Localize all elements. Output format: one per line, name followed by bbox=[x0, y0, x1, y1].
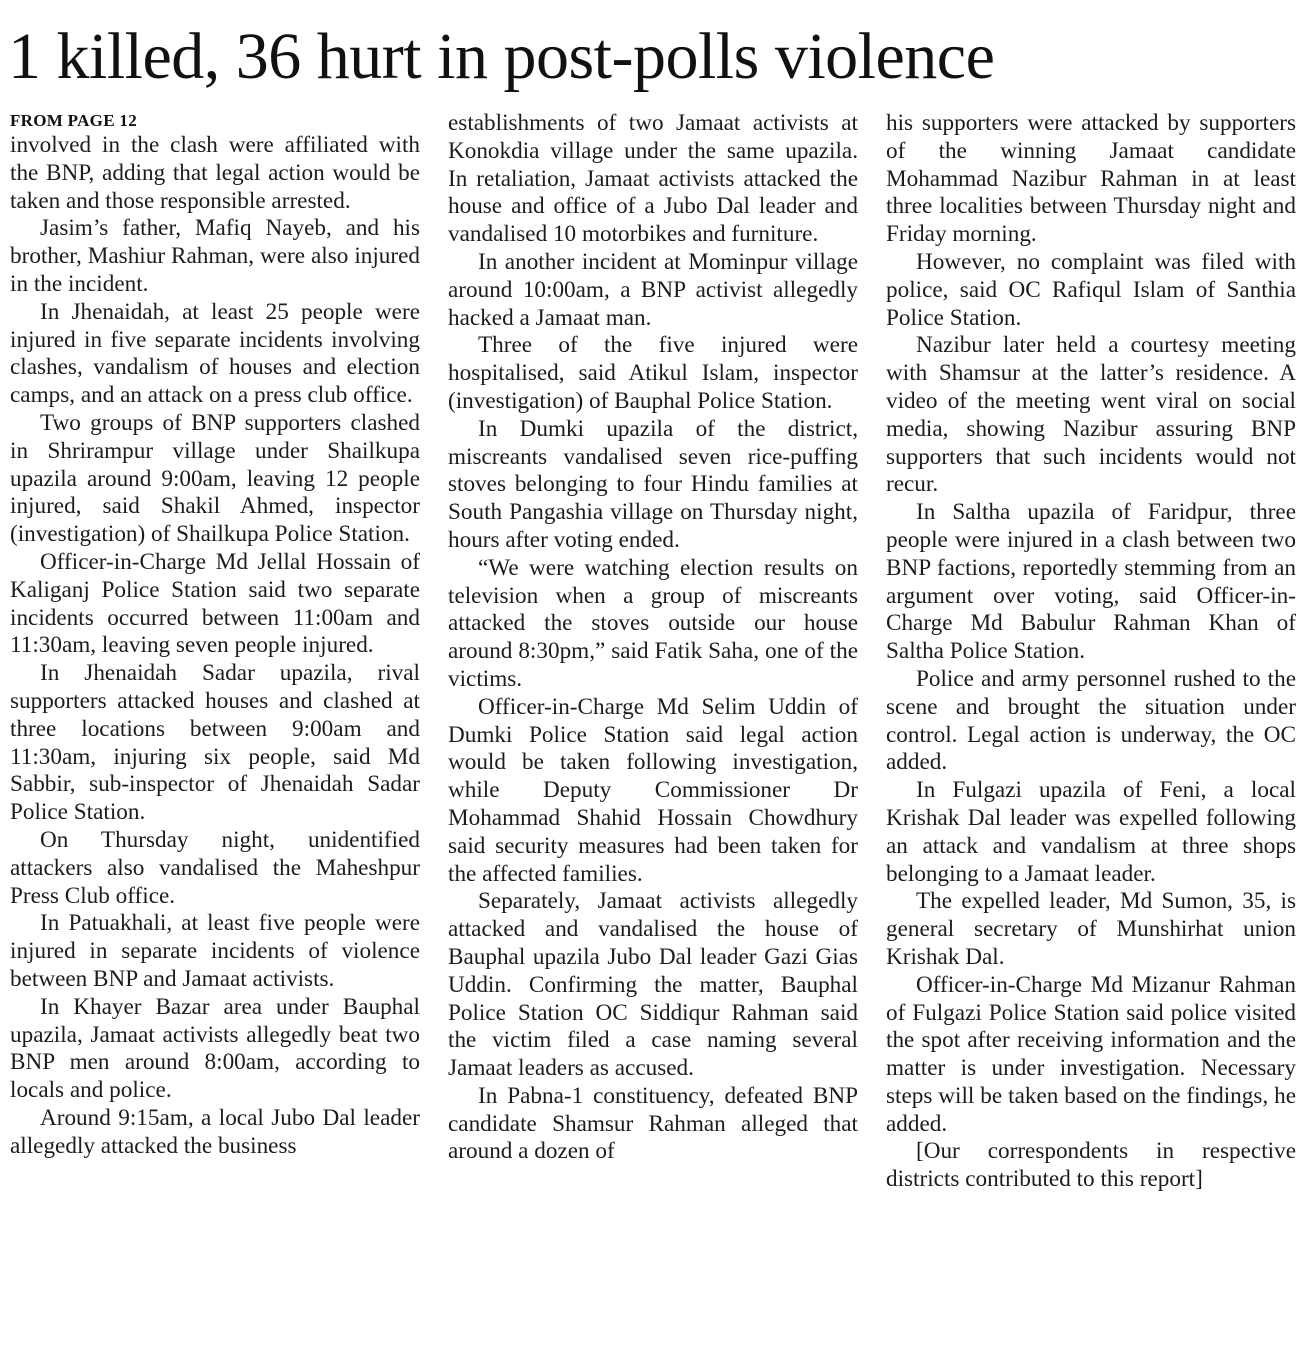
article-paragraph: Police and army personnel rushed to the scene and brought the situation under control. Legal action is underway, the OC added. bbox=[886, 665, 1296, 776]
article-paragraph: In Pabna-1 constituency, defeated BNP candidate Shamsur Rahman alleged that around a dozen of bbox=[448, 1082, 858, 1165]
article-column-3 bbox=[886, 110, 1296, 1194]
article-paragraph: Around 9:15am, a local Jubo Dal leader allegedly attacked the business bbox=[10, 1104, 420, 1159]
article-paragraph: Officer-in-Charge Md Jellal Hossain of Kaliganj Police Station said two separate incidents occurred between 11:00am and 11:30am, leaving seven people injured. bbox=[10, 548, 420, 659]
article-paragraph: In Dumki upazila of the district, miscreants vandalised seven rice-puffing stoves belonging to four Hindu families at South Pangashia village on Thursday night, hours after voting ended. bbox=[448, 415, 858, 553]
article-paragraph: In Patuakhali, at least five people were injured in separate incidents of violence between BNP and Jamaat activists. bbox=[10, 910, 420, 992]
article-paragraph: Officer-in-Charge Md Selim Uddin of Dumki Police Station said legal action would be taken following investigation, while Deputy Commissioner Dr Mohammad Shahid Hossain Chowdhury said security measures had been taken for the affected families. bbox=[448, 693, 858, 887]
article-paragraph: establishments of two Jamaat activists at Konokdia village under the same upazila. In retaliation, Jamaat activists attacked the house and office of a Jubo Dal leader and vandalised 10 motorbikes and furniture. bbox=[448, 110, 858, 248]
article-paragraph: In Saltha upazila of Faridpur, three people were injured in a clash between two BNP factions, reportedly stemming from an argument over voting, said Officer-in-Charge Md Babulur Rahman Khan of Saltha Police Station. bbox=[886, 499, 1296, 665]
article-paragraph: his supporters were attacked by supporters of the winning Jamaat candidate Mohammad Nazibur Rahman in at least three localities between Thursday night and Friday morning. bbox=[886, 110, 1296, 248]
article-paragraph: Separately, Jamaat activists allegedly attacked and vandalised the house of Bauphal upazila Jubo Dal leader Gazi Gias Uddin. Confirming the matter, Bauphal Police Station OC Siddiqur Rahman said the victim filed a case naming several Jamaat leaders as accused. bbox=[448, 888, 858, 1082]
article-paragraph: However, no complaint was filed with police, said OC Rafiqul Islam of Santhia Police Station. bbox=[886, 248, 1296, 331]
article-paragraph: In another incident at Mominpur village around 10:00am, a BNP activist allegedly hacked a Jamaat man. bbox=[448, 248, 858, 331]
article-paragraph: In Fulgazi upazila of Feni, a local Krishak Dal leader was expelled following an attack and vandalism at three shops belonging to a Jamaat leader. bbox=[886, 777, 1296, 887]
article-paragraph: The expelled leader, Md Sumon, 35, is general secretary of Munshirhat union Krishak Dal. bbox=[886, 888, 1296, 970]
article-paragraph: Nazibur later held a courtesy meeting with Shamsur at the latter’s residence. A video of the meeting went viral on social media, showing Nazibur assuring BNP supporters that such incidents would not recur. bbox=[886, 332, 1296, 498]
article-paragraph: Officer-in-Charge Md Mizanur Rahman of Fulgazi Police Station said police visited the spot after receiving information and the matter is under investigation. Necessary steps will be taken based on the findings, he added. bbox=[886, 971, 1296, 1137]
article-paragraph: Jasim’s father, Mafiq Nayeb, and his brother, Mashiur Rahman, were also injured in the incident. bbox=[10, 215, 420, 297]
article-paragraph: In Jhenaidah Sadar upazila, rival supporters attacked houses and clashed at three locations between 9:00am and 11:30am, injuring six people, said Md Sabbir, sub-inspector of Jhenaidah Sadar Police Station. bbox=[10, 660, 420, 826]
article-column-1 bbox=[10, 110, 420, 1160]
article-headline: 1 killed, 36 hurt in post-polls violence bbox=[8, 20, 995, 93]
article-paragraph: involved in the clash were affiliated with the BNP, adding that legal action would be taken and those responsible arrested. bbox=[10, 132, 420, 214]
article-paragraph: On Thursday night, unidentified attackers also vandalised the Maheshpur Press Club office. bbox=[10, 826, 420, 909]
article-paragraph: In Khayer Bazar area under Bauphal upazila, Jamaat activists allegedly beat two BNP men around 8:00am, according to locals and police. bbox=[10, 993, 420, 1104]
article-paragraph: Two groups of BNP supporters clashed in Shrirampur village under Shailkupa upazila around 9:00am, leaving 12 people injured, said Shakil Ahmed, inspector (investigation) of Shailkupa Police Station. bbox=[10, 409, 420, 548]
article-column-2 bbox=[448, 110, 858, 1166]
article-paragraph: Three of the five injured were hospitalised, said Atikul Islam, inspector (investigation) of Bauphal Police Station. bbox=[448, 332, 858, 414]
contributors-note: [Our correspondents in respective districts contributed to this report] bbox=[886, 1138, 1296, 1193]
continuation-kicker: FROM PAGE 12 bbox=[10, 111, 137, 130]
article-paragraph: In Jhenaidah, at least 25 people were injured in five separate incidents involving clashes, vandalism of houses and election camps, and an attack on a press club office. bbox=[10, 298, 420, 409]
article-paragraph: “We were watching election results on television when a group of miscreants attacked the stoves outside our house around 8:30pm,” said Fatik Saha, one of the victims. bbox=[448, 554, 858, 692]
